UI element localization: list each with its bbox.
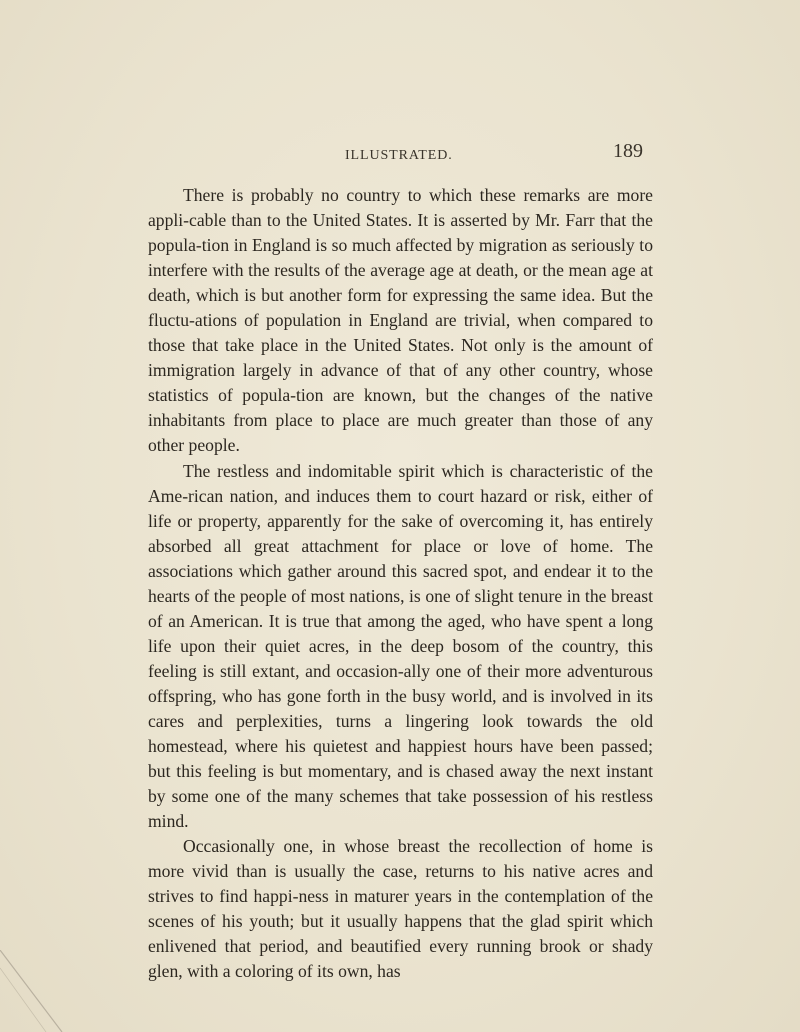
body-text <box>148 183 653 985</box>
page-number: 189 <box>613 140 643 162</box>
running-head: ILLUSTRATED. <box>345 148 453 163</box>
paragraph-2: The restless and indomitable spirit which is characteristic of the Ame-rican nation, and induces them to court hazard or risk, either of life or property, apparently for the sake of overcoming it, has entirely absorbed all great attachment for place or love of home. The associations which gather around this sacred spot, and endear it to the hearts of the people of most nations, is one of slight tenure in the breast of an American. It is true that among the aged, who have spent a long life upon their quiet acres, in the deep bosom of the country, this feeling is still extant, and occasion-ally one of their more adventurous offspring, who has gone forth in the busy world, and is involved in its cares and perplexities, turns a lingering look towards the old homestead, where his quietest and happiest hours have been passed; but this feeling is but momentary, and is chased away the next instant by some one of the many schemes that take possession of his restless mind. <box>148 460 653 832</box>
paragraph-1: There is probably no country to which these remarks are more appli-cable than to the United States. It is asserted by Mr. Farr that the popula-tion in England is so much affected by migration as seriously to interfere with the results of the average age at death, or the mean age at death, which is but another form for expressing the same idea. But the fluctu-ations of population in England are trivial, when compared to those that take place in the United States. Not only is the amount of immigration largely in advance of that of any other country, whose statistics of popula-tion are known, but the changes of the native inhabitants from place to place are much greater than those of any other people. <box>148 185 653 456</box>
page-corner-crease <box>0 950 80 1032</box>
paragraph-3: Occasionally one, in whose breast the recollection of home is more vivid than is usually the case, returns to his native acres and strives to find happi-ness in maturer years in the contemplation of the scenes of his youth; but it usually happens that the glad spirit which enlivened that period, and beautified every running brook or shady glen, with a coloring of its own, has <box>148 836 653 982</box>
